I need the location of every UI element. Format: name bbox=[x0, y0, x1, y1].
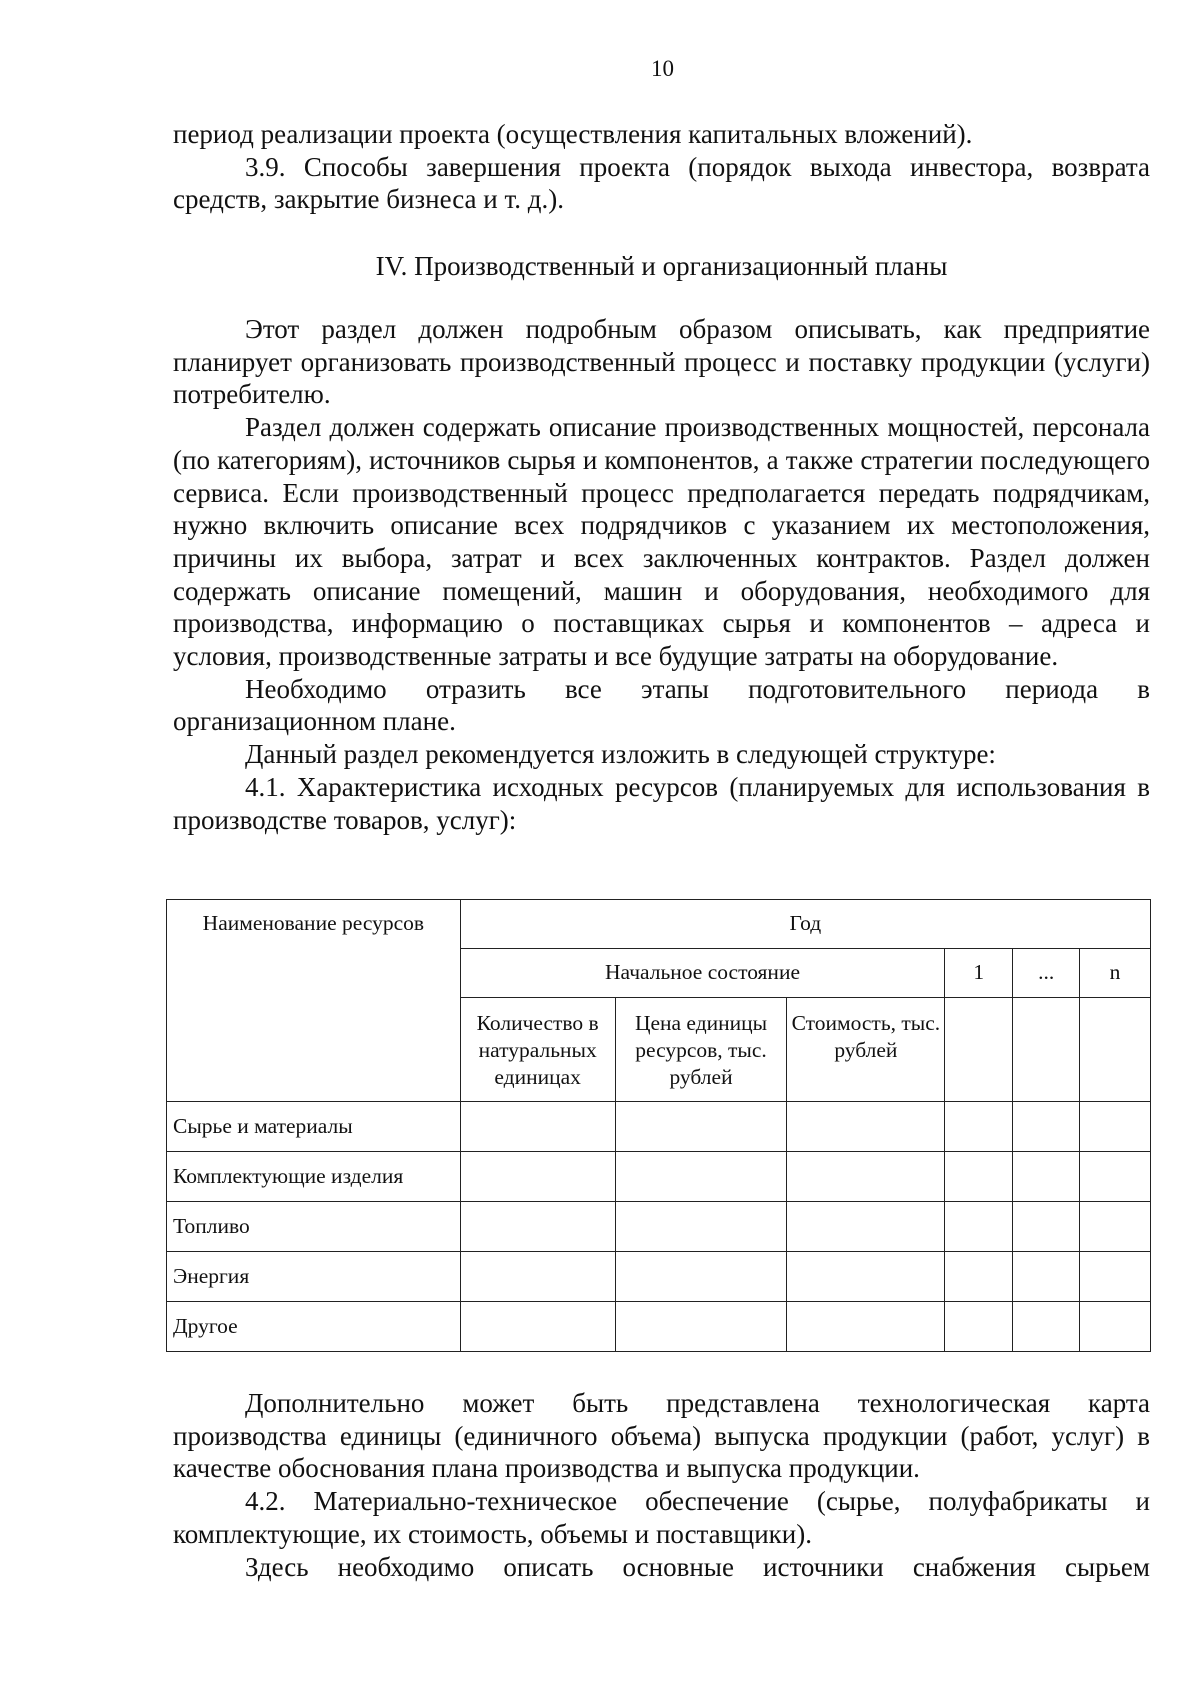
item-4-2: 4.2. Материально-техническое обеспечение (сырье, полуфабрикаты и комплектующие, их стоимость, объемы и поставщики). bbox=[173, 1486, 1150, 1549]
row-label-energy: Энергия bbox=[167, 1252, 461, 1302]
paragraph-content-requirements: Раздел должен содержать описание производственных мощностей, персонала (по категориям), источников сырья и компонентов, а также стратегии последующего сервиса. Если производственный процесс предполагается передать подрядчикам, нужно включить описание всех подрядчиков с указанием их местоположения, причины их выбора, затрат и всех заключенных контрактов. Раздел должен содержать описание помещений, машин и оборудования, необходимого для производства, информацию о поставщиках сырья и компонентов – адреса и условия, производственные затраты и все будущие затраты на оборудование. bbox=[173, 412, 1150, 672]
table-row bbox=[167, 1252, 1151, 1302]
item-4-1: 4.1. Характеристика исходных ресурсов (планируемых для использования в производстве товаров, услуг): bbox=[173, 771, 1150, 835]
header-resources: Наименование ресурсов bbox=[167, 900, 461, 1102]
header-year: Год bbox=[460, 900, 1150, 949]
header-year-1: 1 bbox=[945, 949, 1013, 998]
paragraph-structure: Данный раздел рекомендуется изложить в следующей структуре: bbox=[245, 739, 996, 770]
row-label-raw-materials: Сырье и материалы bbox=[167, 1102, 461, 1152]
text-block-after-table bbox=[173, 1387, 1150, 1583]
table-row bbox=[167, 1152, 1151, 1202]
header-year-n: n bbox=[1080, 949, 1151, 998]
header-quantity: Количество в натуральных единицах bbox=[460, 998, 615, 1102]
header-year-dots: ... bbox=[1013, 949, 1080, 998]
text-block-top bbox=[173, 118, 1150, 216]
row-label-other: Другое bbox=[167, 1302, 461, 1352]
table-cell bbox=[945, 998, 1013, 1102]
paragraph-intro: Этот раздел должен подробным образом описывать, как предприятие планирует организовать производственный процесс и поставку продукции (услуги) потребителю. bbox=[173, 314, 1150, 410]
header-initial-state: Начальное состояние bbox=[460, 949, 945, 998]
row-label-components: Комплектующие изделия bbox=[167, 1152, 461, 1202]
paragraph-preparatory-stages: Необходимо отразить все этапы подготовительного периода в организационном плане. bbox=[173, 673, 1150, 737]
resources-table bbox=[166, 899, 1151, 1352]
line-project-period: период реализации проекта (осуществления капитальных вложений). bbox=[173, 119, 973, 149]
item-3-9: 3.9. Способы завершения проекта (порядок выхода инвестора, возврата средств, закрытие бизнеса и т. д.). bbox=[173, 151, 1150, 215]
row-label-fuel: Топливо bbox=[167, 1202, 461, 1252]
text-block-main bbox=[173, 313, 1150, 836]
header-cost: Стоимость, тыс. рублей bbox=[787, 998, 945, 1102]
paragraph-supply-sources: Здесь необходимо описать основные источники снабжения сырьем bbox=[245, 1551, 1150, 1582]
header-unit-price: Цена единицы ресурсов, тыс. рублей bbox=[615, 998, 787, 1102]
table-cell bbox=[1080, 998, 1151, 1102]
section-title: IV. Производственный и организационный планы bbox=[375, 251, 948, 281]
table-row bbox=[167, 1302, 1151, 1352]
table-row bbox=[167, 1102, 1151, 1152]
paragraph-tech-map: Дополнительно может быть представлена технологическая карта производства единицы (единичного объема) выпуска продукции (работ, услуг) в качестве обоснования плана производства и выпуска продукции. bbox=[173, 1388, 1150, 1484]
page-number: 10 bbox=[651, 56, 674, 81]
table-row bbox=[167, 1202, 1151, 1252]
section-heading-block bbox=[173, 250, 1150, 283]
table-cell bbox=[1013, 998, 1080, 1102]
